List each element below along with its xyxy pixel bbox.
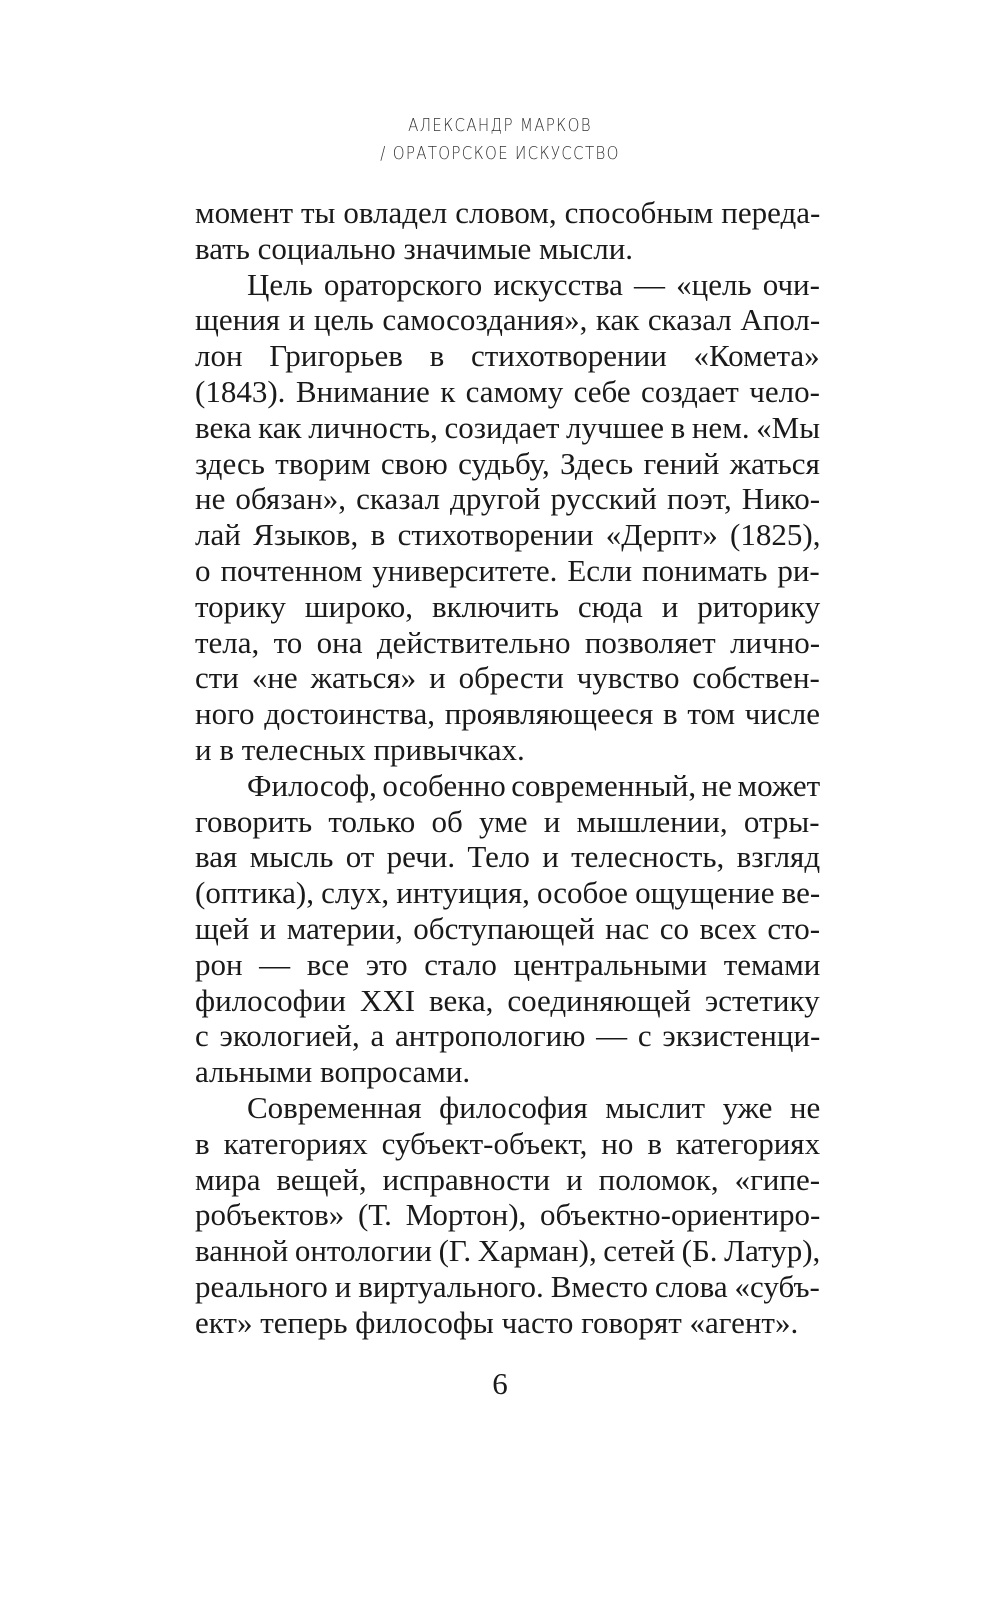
text-line: века как личность, созидает лучшее в нем. «Мы [195, 409, 821, 445]
text-line: реального и виртуального. Вместо слова «субъ- [195, 1269, 820, 1304]
running-head [70, 112, 930, 168]
text-line: философии XXI века, соединяющей эстетику [195, 982, 820, 1018]
text-line: альными вопросами. [195, 1054, 471, 1090]
text-line: момент ты овладел словом, способным переда- [195, 195, 821, 230]
text-line: вать социально значимые мысли. [195, 230, 634, 266]
text-line: говорить только об уме и мышлении, отры- [195, 803, 820, 839]
text-line: тела, то она действительно позволяет лично- [195, 624, 821, 660]
text-line: и в телесных привычках. [195, 732, 525, 767]
text-line: ект» теперь философы часто говорят «агент». [195, 1304, 799, 1340]
text-line: щей и материи, обступающей нас со всех сто- [195, 911, 821, 946]
text-line: Философ, особенно современный, не может [247, 767, 821, 803]
running-head-title: / ОРАТОРСКОЕ ИСКУССТВО [380, 144, 620, 164]
text-line: ного достоинства, проявляющееся в том числе [195, 696, 820, 732]
text-line: о почтенном университете. Если понимать ри- [195, 553, 820, 588]
text-line: (1843). Внимание к самому себе создает чело- [195, 374, 820, 409]
text-line: торику широко, включить сюда и риторику [195, 588, 821, 624]
text-line: здесь творим свою судьбу, Здесь гений жаться [195, 445, 820, 481]
text-line: ванной онтологии (Г. Харман), сетей (Б. Латур), [195, 1233, 821, 1269]
text-line: робъектов» (Т. Мортон), объектно-ориентиро- [195, 1197, 821, 1233]
text-line: Современная философия мыслит уже не [247, 1090, 821, 1125]
text-line: с экологией, а антропологию — с экзистенци- [195, 1018, 821, 1054]
text-line: (оптика), слух, интуиция, особое ощущение ве- [195, 875, 821, 911]
page-number: 6 [492, 1366, 508, 1401]
text-line: не обязан», сказал другой русский поэт, Нико- [195, 481, 821, 517]
text-line: щения и цель самосоздания», как сказал Апол- [195, 302, 821, 338]
text-line: сти «не жаться» и обрести чувство собствен- [195, 660, 820, 696]
running-head-author: АЛЕКСАНДР МАРКОВ [408, 116, 592, 136]
text-line: Цель ораторского искусства — «цель очи- [247, 266, 820, 302]
text-line: лай Языков, в стихотворении «Дерпт» (1825), [195, 517, 821, 553]
text-line: в категориях субъект-объект, но в категориях [195, 1125, 821, 1161]
text-line: рон — все это стало центральными темами [195, 946, 821, 982]
text-line: вая мысль от речи. Тело и телесность, взгляд [195, 839, 821, 875]
text-line: лон Григорьев в стихотворении «Комета» [195, 338, 820, 374]
text-line: мира вещей, исправности и поломок, «гипе- [195, 1161, 821, 1197]
